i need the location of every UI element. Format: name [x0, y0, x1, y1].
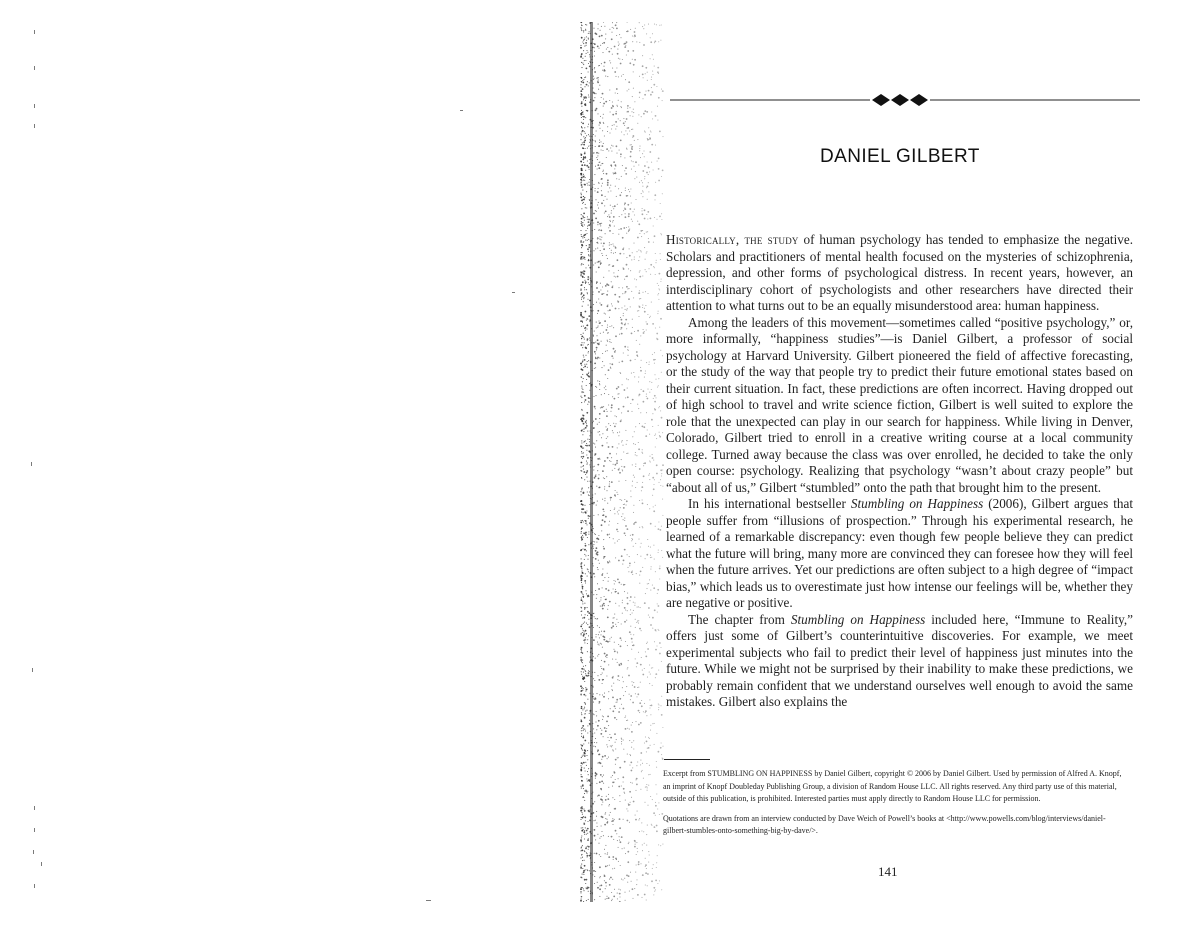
- paragraph-3: In his international bestseller Stumbling on Happiness (2006), Gilbert argues that people suffer from “illusions of prospection.” Through his experimental research, he learned of a remarkable discrepancy: even though few people believe they can predict what the future will bring, many more are convinced they can foresee how they will feel when the future arrives. Yet our predictions are often subject to a high degree of “impact bias,” which leads us to overestimate just how intense our feelings will be, whether they are negative or positive.: [666, 496, 1134, 610]
- scan-speck: [34, 806, 35, 810]
- scan-speck: [426, 900, 431, 901]
- scan-speck: [34, 828, 35, 832]
- diamond-icon: [910, 94, 928, 106]
- scan-speck: [32, 668, 33, 672]
- scan-speck: [41, 862, 42, 866]
- page-number: 141: [878, 864, 898, 879]
- scan-speck: [33, 850, 34, 854]
- paragraph-4: The chapter from Stumbling on Happiness included here, “Immune to Reality,” offers just some of Gilbert’s counterintuitive discoveries. For example, we meet experimental subjects who fail to predict their level of happiness just minutes into the future. While we might not be surprised by their inability to make these predictions, we probably remain confident that we understand ourselves well enough to avoid the same mistakes. Gilbert also explains the: [666, 611, 1133, 709]
- paragraph-2: Among the leaders of this movement—sometimes called “positive psychology,” or, more informally, “happiness studies”—is Daniel Gilbert, a professor of social psychology at Harvard University. Gilbert pioneered the field of affective forecasting, or the study of the way that people try to predict their future emotional states based on their current situation. In fact, these predictions are often incorrect. Having dropped out of high school to travel and write science fiction, Gilbert is well suited to explore the role that the unexpected can play in our search for happiness. While living in Denver, Colorado, Gilbert tried to enroll in a creative writing course at a local community college. Turned away because the class was over enrolled, he decided to take the only open course: psychology. Realizing that psychology “wasn’t about crazy people” but “about all of us,” Gilbert “stumbled” onto the path that brought him to the present.: [666, 314, 1133, 495]
- ornament-rule: [670, 90, 1140, 110]
- scan-speck: [31, 462, 32, 466]
- book-title: Stumbling on Happiness: [790, 611, 926, 627]
- paragraph-text: of human psychology has tended to emphasize the negative. Scholars and practitioners of mental health focused on the mysteries of schizophrenia, depression, and other forms of psychological distress. In recent years, however, an interdisciplinary cohort of psychologists and other researchers have directed their attention to what turns out to be an equally misunderstood area: human happiness.: [666, 232, 1133, 313]
- scan-speck: [34, 884, 35, 888]
- author-heading: DANIEL GILBERT: [820, 146, 980, 167]
- scan-speck: [34, 66, 35, 70]
- scan-speck: [512, 292, 515, 293]
- book-gutter-shadow: [575, 22, 665, 902]
- scan-speck: [460, 110, 463, 111]
- body-text: [666, 232, 1133, 711]
- diamond-icon: [872, 94, 890, 106]
- diamond-icon: [891, 94, 909, 106]
- paragraph-1: [666, 232, 1133, 315]
- scan-speck: [34, 30, 35, 34]
- footnote-rule: [664, 759, 710, 760]
- book-title: Stumbling on Happiness: [850, 496, 984, 511]
- scan-speck: [34, 124, 35, 128]
- lead-in: Historically, the study: [666, 232, 799, 247]
- scan-speck: [34, 104, 35, 108]
- footnote-quotations: Quotations are drawn from an interview conducted by Dave Weich of Powell’s books at <http://www.powells.com/blog/interviews/daniel-gilbert-stumbles-onto-something-big-by-dave/>.: [663, 813, 1106, 835]
- footnotes: [663, 768, 1127, 845]
- footnote-copyright: Excerpt from STUMBLING ON HAPPINESS by Daniel Gilbert, copyright © 2006 by Daniel Gilbert. Used by permission of Alfred A. Knopf, an imprint of Knopf Doubleday Publishing Group, a division of Random House LLC. All rights reserved. Any third party use of this material, outside of this publication, is prohibited. Interested parties must apply directly to Random House LLC for permission.: [663, 769, 1122, 803]
